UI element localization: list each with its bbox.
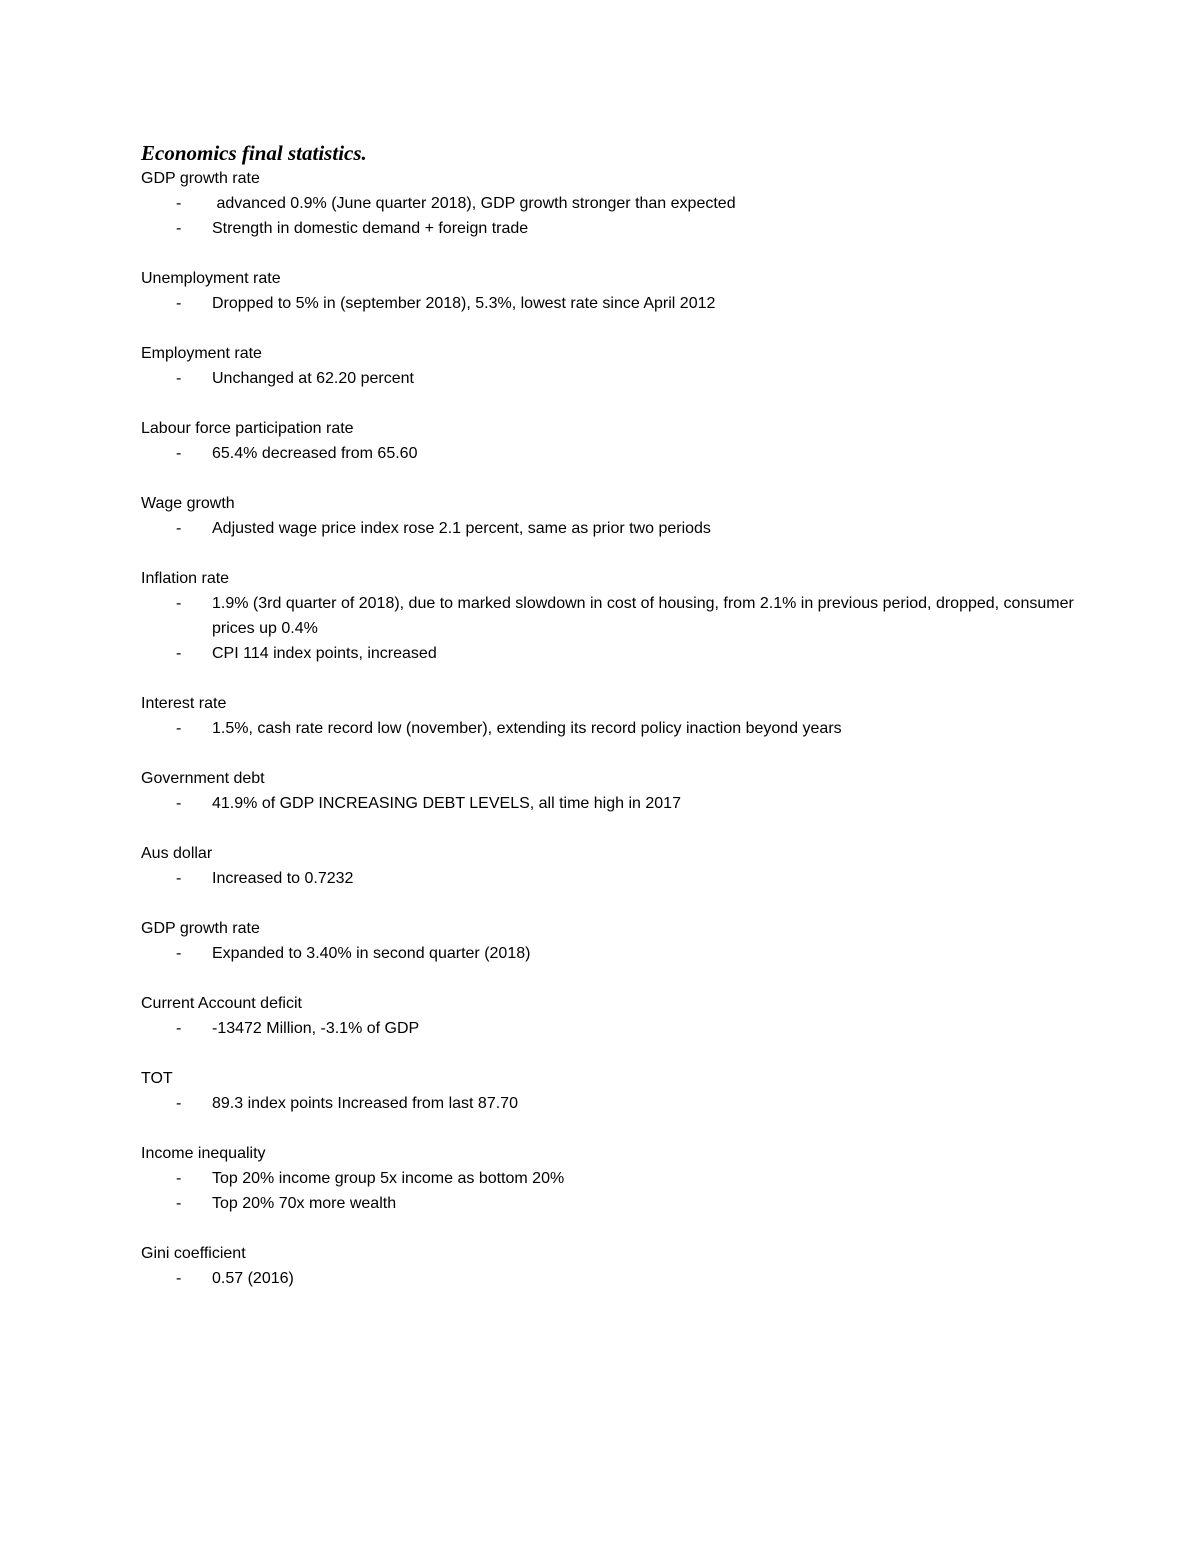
bullet-text: 0.57 (2016) bbox=[212, 1270, 294, 1287]
bullet-item bbox=[141, 441, 1101, 466]
bullet-item bbox=[141, 716, 1101, 741]
bullet-item bbox=[141, 1091, 1101, 1116]
section-inflation-rate bbox=[141, 566, 1101, 666]
bullet-item bbox=[141, 941, 1101, 966]
bullet-item bbox=[141, 791, 1101, 816]
section-gdp-growth-rate bbox=[141, 166, 1101, 241]
bullet-list bbox=[141, 941, 1101, 966]
bullet-text: Unchanged at 62.20 percent bbox=[212, 370, 414, 387]
bullet-list bbox=[141, 366, 1101, 391]
bullet-list bbox=[141, 1016, 1101, 1041]
bullet-item bbox=[141, 641, 1101, 666]
bullet-item bbox=[141, 1191, 1101, 1216]
bullet-text: Dropped to 5% in (september 2018), 5.3%, lowest rate since April 2012 bbox=[212, 295, 716, 312]
section-gdp-growth-rate-2 bbox=[141, 916, 1101, 966]
bullet-item bbox=[141, 1166, 1101, 1191]
bullet-text: Increased to 0.7232 bbox=[212, 870, 354, 887]
section-heading: TOT bbox=[141, 1070, 173, 1087]
section-heading: Employment rate bbox=[141, 345, 262, 362]
document-page bbox=[141, 140, 1101, 1316]
bullet-list bbox=[141, 1266, 1101, 1291]
section-heading: Labour force participation rate bbox=[141, 420, 354, 437]
bullet-text: Adjusted wage price index rose 2.1 percent, same as prior two periods bbox=[212, 520, 711, 537]
bullet-item bbox=[141, 191, 1101, 216]
bullet-dash: - bbox=[176, 945, 182, 962]
bullet-dash: - bbox=[176, 795, 182, 812]
bullet-item bbox=[141, 216, 1101, 241]
section-income-inequality bbox=[141, 1141, 1101, 1216]
bullet-text: 41.9% of GDP INCREASING DEBT LEVELS, all time high in 2017 bbox=[212, 795, 681, 812]
bullet-dash: - bbox=[176, 1095, 182, 1112]
bullet-list bbox=[141, 1166, 1101, 1216]
bullet-dash: - bbox=[176, 295, 182, 312]
bullet-list bbox=[141, 441, 1101, 466]
bullet-list bbox=[141, 1091, 1101, 1116]
bullet-list bbox=[141, 291, 1101, 316]
section-heading: Gini coefficient bbox=[141, 1245, 246, 1262]
bullet-text: -13472 Million, -3.1% of GDP bbox=[212, 1020, 420, 1037]
section-heading: GDP growth rate bbox=[141, 920, 260, 937]
section-unemployment-rate bbox=[141, 266, 1101, 316]
bullet-list bbox=[141, 716, 1101, 741]
bullet-dash: - bbox=[176, 520, 182, 537]
section-government-debt bbox=[141, 766, 1101, 816]
bullet-list bbox=[141, 191, 1101, 241]
bullet-text: Strength in domestic demand + foreign trade bbox=[212, 220, 529, 237]
section-current-account-deficit bbox=[141, 991, 1101, 1041]
bullet-text: Top 20% 70x more wealth bbox=[212, 1195, 397, 1212]
bullet-text: 65.4% decreased from 65.60 bbox=[212, 445, 418, 462]
bullet-item bbox=[141, 591, 1101, 641]
bullet-text: Expanded to 3.40% in second quarter (2018) bbox=[212, 945, 531, 962]
section-heading: Aus dollar bbox=[141, 845, 213, 862]
bullet-text: 89.3 index points Increased from last 87.70 bbox=[212, 1095, 518, 1112]
bullet-item bbox=[141, 1016, 1101, 1041]
bullet-dash: - bbox=[176, 1270, 182, 1287]
bullet-item bbox=[141, 291, 1101, 316]
section-heading: Inflation rate bbox=[141, 570, 230, 587]
bullet-text: 1.5%, cash rate record low (november), extending its record policy inaction beyond years bbox=[212, 720, 842, 737]
bullet-dash: - bbox=[176, 445, 182, 462]
document-title: Economics final statistics. bbox=[141, 141, 367, 165]
bullet-dash: - bbox=[176, 370, 182, 387]
bullet-dash: - bbox=[176, 220, 182, 237]
bullet-item bbox=[141, 866, 1101, 891]
section-employment-rate bbox=[141, 341, 1101, 391]
section-interest-rate bbox=[141, 691, 1101, 741]
bullet-dash: - bbox=[176, 1170, 182, 1187]
bullet-item bbox=[141, 1266, 1101, 1291]
bullet-list bbox=[141, 866, 1101, 891]
section-heading: Unemployment rate bbox=[141, 270, 281, 287]
bullet-dash: - bbox=[176, 195, 182, 212]
section-heading: Wage growth bbox=[141, 495, 235, 512]
bullet-list bbox=[141, 516, 1101, 541]
bullet-dash: - bbox=[176, 1020, 182, 1037]
bullet-dash: - bbox=[176, 870, 182, 887]
bullet-dash: - bbox=[176, 595, 182, 612]
section-heading: GDP growth rate bbox=[141, 170, 260, 187]
bullet-item bbox=[141, 516, 1101, 541]
section-heading: Current Account deficit bbox=[141, 995, 302, 1012]
bullet-list bbox=[141, 591, 1101, 666]
section-labour-force-participation bbox=[141, 416, 1101, 466]
section-tot bbox=[141, 1066, 1101, 1116]
bullet-item bbox=[141, 366, 1101, 391]
bullet-text: advanced 0.9% (June quarter 2018), GDP growth stronger than expected bbox=[212, 195, 736, 212]
section-aus-dollar bbox=[141, 841, 1101, 891]
section-heading: Government debt bbox=[141, 770, 265, 787]
bullet-text: 1.9% (3rd quarter of 2018), due to marked slowdown in cost of housing, from 2.1% in previous period, dropped, consumer prices up 0.4% bbox=[212, 595, 1074, 637]
section-heading: Interest rate bbox=[141, 695, 227, 712]
section-wage-growth bbox=[141, 491, 1101, 541]
bullet-text: Top 20% income group 5x income as bottom 20% bbox=[212, 1170, 565, 1187]
bullet-text: CPI 114 index points, increased bbox=[212, 645, 437, 662]
section-gini-coefficient bbox=[141, 1241, 1101, 1291]
bullet-dash: - bbox=[176, 645, 182, 662]
bullet-dash: - bbox=[176, 720, 182, 737]
bullet-dash: - bbox=[176, 1195, 182, 1212]
bullet-list bbox=[141, 791, 1101, 816]
section-heading: Income inequality bbox=[141, 1145, 266, 1162]
